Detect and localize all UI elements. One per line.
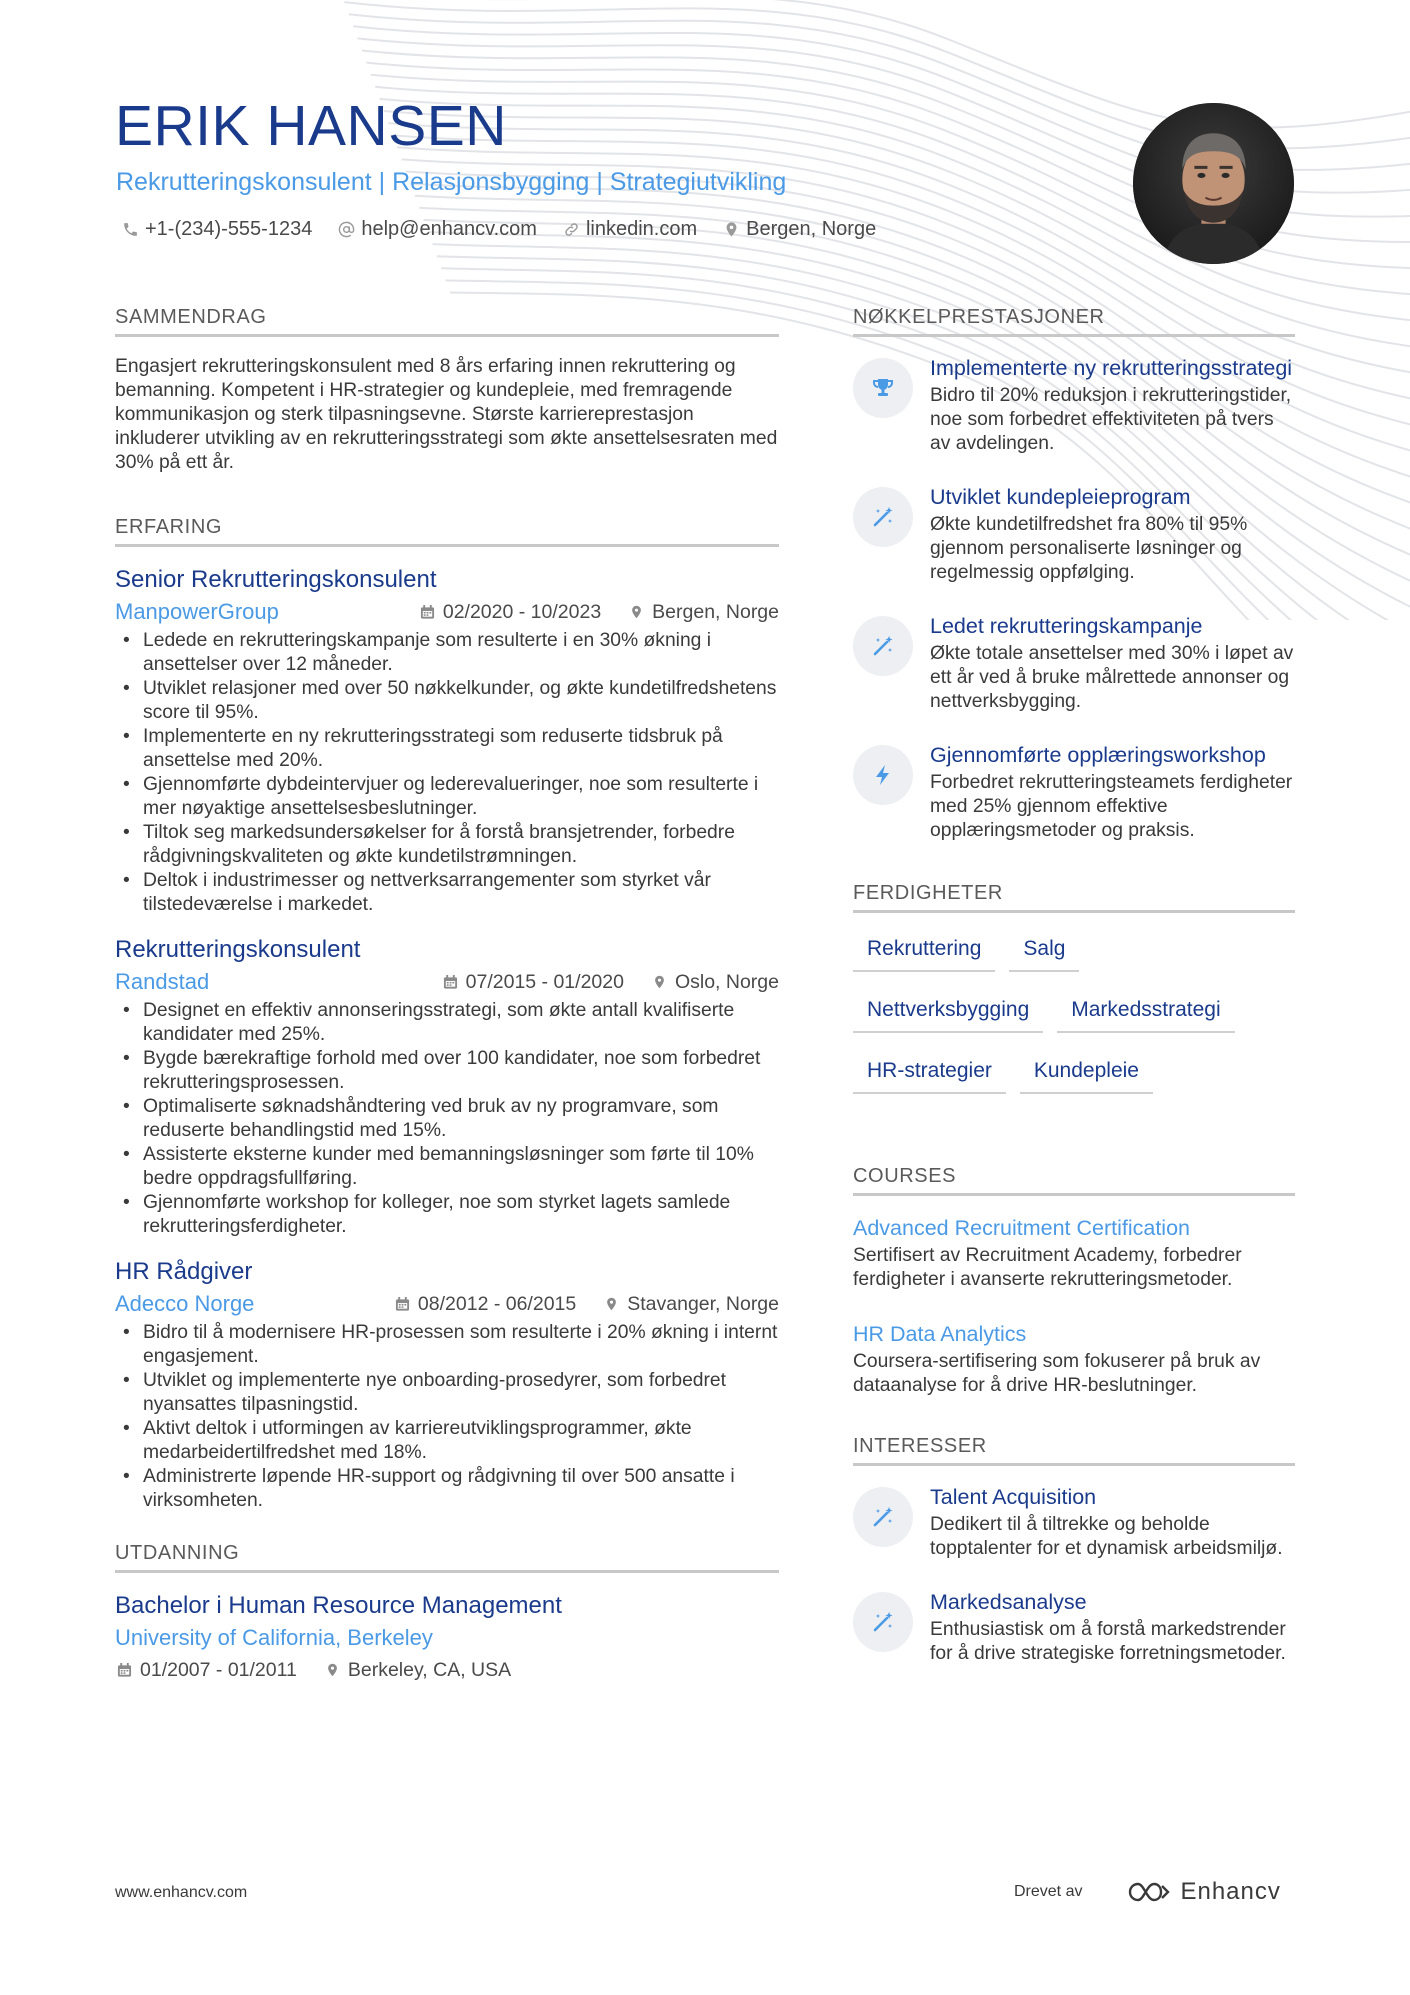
job-location-text: Bergen, Norge — [652, 600, 779, 623]
job-location-text: Stavanger, Norge — [627, 1292, 779, 1315]
job-dates-text: 08/2012 - 06/2015 — [417, 1292, 577, 1315]
lightning-icon — [871, 763, 895, 787]
job-dates — [443, 971, 624, 994]
bullet-item: • Implementerte en ny rekrutteringsstrategi som reduserte tidsbruk på ansettelse med 20%. — [115, 725, 779, 773]
bullet-item: • Administrerte løpende HR-support og rådgivning til over 500 ansatte i virksomheten. — [115, 1465, 779, 1513]
job-bullets — [115, 629, 779, 917]
bullet-item: • Deltok i industrimesser og nettverksarrangementer som styrket vår tilstedeværelse i markedet. — [115, 869, 779, 917]
icon-badge — [853, 1592, 913, 1652]
job-bullets — [115, 1321, 779, 1513]
job-dates — [395, 1293, 576, 1316]
achievement-item-description: Økte totale ansettelser med 30% i løpet av ett år ved å bruke målrettede annonser og nettverksbygging. — [930, 643, 1294, 712]
icon-badge — [853, 745, 913, 805]
footer-website[interactable]: www.enhancv.com — [115, 1884, 248, 1901]
job-location — [652, 971, 779, 994]
achievement-item-title: Implementerte ny rekrutteringsstrategi — [930, 356, 1293, 380]
interest-item-description: Enthusiastisk om å forstå markedstrender for å drive strategiske forretningsmetoder. — [930, 1619, 1286, 1664]
job-bullets — [115, 999, 779, 1239]
course-title: Advanced Recruitment Certification — [853, 1216, 1190, 1240]
interest-item-body — [930, 1484, 1295, 1561]
education-heading: UTDANNING — [115, 1541, 779, 1573]
summary-text: Engasjert rekrutteringskonsulent med 8 års erfaring innen rekruttering og bemanning. Kompetent i HR-strategier og kundepleie, med fremragende kommunikasjon og sterk tilpasningsevne. Største karriereprestasjon inkluderer utvikling av en rekrutteringsstrategi som økte ansettelsesraten med 30% på ett år. — [115, 356, 778, 473]
course-description: Coursera-sertifisering som fokuserer på bruk av dataanalyse for å drive HR-beslutninger. — [853, 1351, 1261, 1396]
course-title: HR Data Analytics — [853, 1322, 1027, 1346]
job-meta — [115, 965, 779, 999]
course-item — [853, 1214, 1295, 1292]
portrait-image — [1133, 103, 1294, 264]
contact-linkedin — [563, 214, 697, 244]
job-entry — [115, 565, 779, 917]
right-column — [853, 305, 1295, 1694]
wand-icon — [871, 634, 895, 658]
bullet-item: • Designet en effektiv annonseringsstrategi, som økte antall kvalifiserte kandidater med 25%. — [115, 999, 779, 1047]
achievement-item-description: Forbedret rekrutteringsteamets ferdigheter med 25% gjennom effektive opplæringsmetoder og praksis. — [930, 772, 1293, 841]
icon-badge — [853, 616, 913, 676]
enhancv-logo-icon — [1126, 1880, 1172, 1904]
achievement-item-title: Gjennomførte opplæringsworkshop — [930, 743, 1266, 767]
contact-location — [723, 214, 876, 244]
courses-heading: COURSES — [853, 1164, 1295, 1196]
left-column — [115, 305, 779, 1685]
course-item — [853, 1320, 1295, 1398]
achievement-item-description: Bidro til 20% reduksjon i rekrutteringstider, noe som forbedret effektiviteten på tvers av avdelingen. — [930, 385, 1292, 454]
job-title: HR Rådgiver — [115, 1258, 253, 1285]
education-location-text: Berkeley, CA, USA — [347, 1658, 512, 1681]
education-meta — [115, 1655, 779, 1685]
interest-item-description: Dedikert til å tiltrekke og beholde topptalenter for et dynamisk arbeidsmiljø. — [930, 1514, 1283, 1559]
calendar-icon — [420, 604, 435, 620]
interest-item — [853, 1589, 1295, 1666]
link-icon — [563, 221, 580, 238]
location-pin-icon — [629, 604, 644, 620]
job-meta — [115, 595, 779, 629]
achievement-item-title: Utviklet kundepleieprogram — [930, 485, 1191, 509]
powered-by-text: Drevet av — [1014, 1883, 1083, 1900]
achievements-list — [853, 355, 1295, 843]
email-address[interactable]: help@enhancv.com — [361, 217, 537, 240]
brand-name: Enhancv — [1180, 1878, 1281, 1905]
education-dates — [117, 1659, 297, 1682]
icon-badge — [853, 487, 913, 547]
skill-tag: Rekruttering — [853, 931, 995, 972]
footer-branding — [1014, 1878, 1281, 1906]
job-location-text: Oslo, Norge — [674, 970, 779, 993]
company-name: Randstad — [115, 969, 210, 994]
profile-photo — [1133, 103, 1294, 264]
phone-icon — [122, 221, 139, 238]
calendar-icon — [395, 1296, 410, 1312]
interest-item-body — [930, 1589, 1295, 1666]
achievement-item-body — [930, 742, 1295, 843]
location-pin-icon — [723, 221, 740, 238]
achievements-heading: NØKKELPRESTASJONER — [853, 305, 1295, 337]
company-name: Adecco Norge — [115, 1291, 255, 1316]
interests-heading: INTERESSER — [853, 1434, 1295, 1466]
location-pin-icon — [325, 1662, 340, 1678]
wand-icon — [871, 1610, 895, 1634]
bullet-item: • Gjennomførte workshop for kolleger, noe som styrket lagets samlede rekrutteringsferdigheter. — [115, 1191, 779, 1239]
company-name: ManpowerGroup — [115, 599, 279, 624]
experience-list — [115, 565, 779, 1513]
headline: Rekrutteringskonsulent | Relasjonsbygging | Strategiutvikling — [116, 168, 787, 196]
achievement-item-description: Økte kundetilfredshet fra 80% til 95% gjennom personaliserte løsninger og regelmessig oppfølging. — [930, 514, 1248, 583]
skills-heading: FERDIGHETER — [853, 881, 1295, 913]
job-dates-text: 02/2020 - 10/2023 — [442, 600, 602, 623]
job-title: Senior Rekrutteringskonsulent — [115, 566, 437, 593]
location-pin-icon — [604, 1296, 619, 1312]
job-dates — [420, 601, 601, 624]
interest-item-title: Talent Acquisition — [930, 1485, 1097, 1509]
education-location — [325, 1659, 511, 1682]
achievement-item-body — [930, 484, 1295, 585]
courses-list — [853, 1214, 1295, 1398]
icon-badge — [853, 358, 913, 418]
job-location — [629, 601, 779, 624]
candidate-name: ERIK HANSEN — [115, 94, 507, 158]
location-text: Bergen, Norge — [746, 217, 877, 240]
education-dates-text: 01/2007 - 01/2011 — [140, 1658, 297, 1681]
job-location — [604, 1293, 779, 1316]
bullet-item: • Utviklet relasjoner med over 50 nøkkelkunder, og økte kundetilfredshetens score til 95%. — [115, 677, 779, 725]
achievement-item — [853, 613, 1295, 714]
interest-item — [853, 1484, 1295, 1561]
bullet-item: • Aktivt deltok i utformingen av karriereutviklingsprogrammer, økte medarbeidertilfredshet med 18%. — [115, 1417, 779, 1465]
contact-email — [338, 214, 537, 244]
school-name: University of California, Berkeley — [115, 1625, 433, 1650]
achievement-item — [853, 355, 1295, 456]
achievement-item-body — [930, 613, 1295, 714]
skill-tag: HR-strategier — [853, 1053, 1006, 1094]
contact-phone — [122, 214, 312, 244]
linkedin-link[interactable]: linkedin.com — [585, 217, 698, 240]
location-pin-icon — [652, 974, 667, 990]
job-entry — [115, 935, 779, 1239]
icon-badge — [853, 1487, 913, 1547]
achievement-item — [853, 484, 1295, 585]
brand-logo[interactable] — [1126, 1878, 1280, 1906]
bullet-item: • Assisterte eksterne kunder med bemanningsløsninger som førte til 10% bedre oppdragsfullføring. — [115, 1143, 779, 1191]
skills-list — [853, 931, 1295, 1114]
job-dates-text: 07/2015 - 01/2020 — [465, 970, 624, 993]
bullet-item: • Tiltok seg markedsundersøkelser for å forstå bransjetrender, forbedre rådgivningskvaliteten og økte kundetilstrømningen. — [115, 821, 779, 869]
skill-tag: Salg — [1009, 931, 1079, 972]
achievement-item-title: Ledet rekrutteringskampanje — [930, 614, 1203, 638]
summary-heading: SAMMENDRAG — [115, 305, 779, 337]
calendar-icon — [117, 1662, 132, 1678]
calendar-icon — [443, 974, 458, 990]
interest-item-title: Markedsanalyse — [930, 1590, 1087, 1614]
achievement-item-body — [930, 355, 1295, 456]
wand-icon — [871, 505, 895, 529]
phone-number[interactable]: +1-(234)-555-1234 — [145, 217, 313, 240]
course-description: Sertifisert av Recruitment Academy, forbedrer ferdigheter i avanserte rekrutteringsmetoder. — [853, 1245, 1242, 1290]
experience-heading: ERFARING — [115, 515, 779, 547]
bullet-item: • Utviklet og implementerte nye onboarding-prosedyrer, som forbedret nyansattes tilpasningstid. — [115, 1369, 779, 1417]
bullet-item: • Ledede en rekrutteringskampanje som resulterte i en 30% økning i ansettelser over 12 måneder. — [115, 629, 779, 677]
job-title: Rekrutteringskonsulent — [115, 936, 361, 963]
skill-tag: Markedsstrategi — [1057, 992, 1234, 1033]
at-icon — [338, 221, 355, 238]
wand-icon — [871, 1505, 895, 1529]
degree-title: Bachelor i Human Resource Management — [115, 1592, 562, 1619]
trophy-icon — [871, 376, 895, 400]
bullet-item: • Bygde bærekraftige forhold med over 100 kandidater, noe som forbedret rekrutteringsprosessen. — [115, 1047, 779, 1095]
bullet-item: • Gjennomførte dybdeintervjuer og lederevalueringer, noe som resulterte i mer nøyaktige ansettelsesbeslutninger. — [115, 773, 779, 821]
job-entry — [115, 1257, 779, 1513]
contact-info — [122, 214, 876, 244]
bullet-item: • Bidro til å modernisere HR-prosessen som resulterte i 20% økning i internt engasjement. — [115, 1321, 779, 1369]
job-meta — [115, 1287, 779, 1321]
skill-tag: Nettverksbygging — [853, 992, 1043, 1033]
bullet-item: • Optimaliserte søknadshåndtering ved bruk av ny programvare, som reduserte behandlingstid med 15%. — [115, 1095, 779, 1143]
interests-list — [853, 1484, 1295, 1666]
skill-tag: Kundepleie — [1020, 1053, 1153, 1094]
achievement-item — [853, 742, 1295, 843]
